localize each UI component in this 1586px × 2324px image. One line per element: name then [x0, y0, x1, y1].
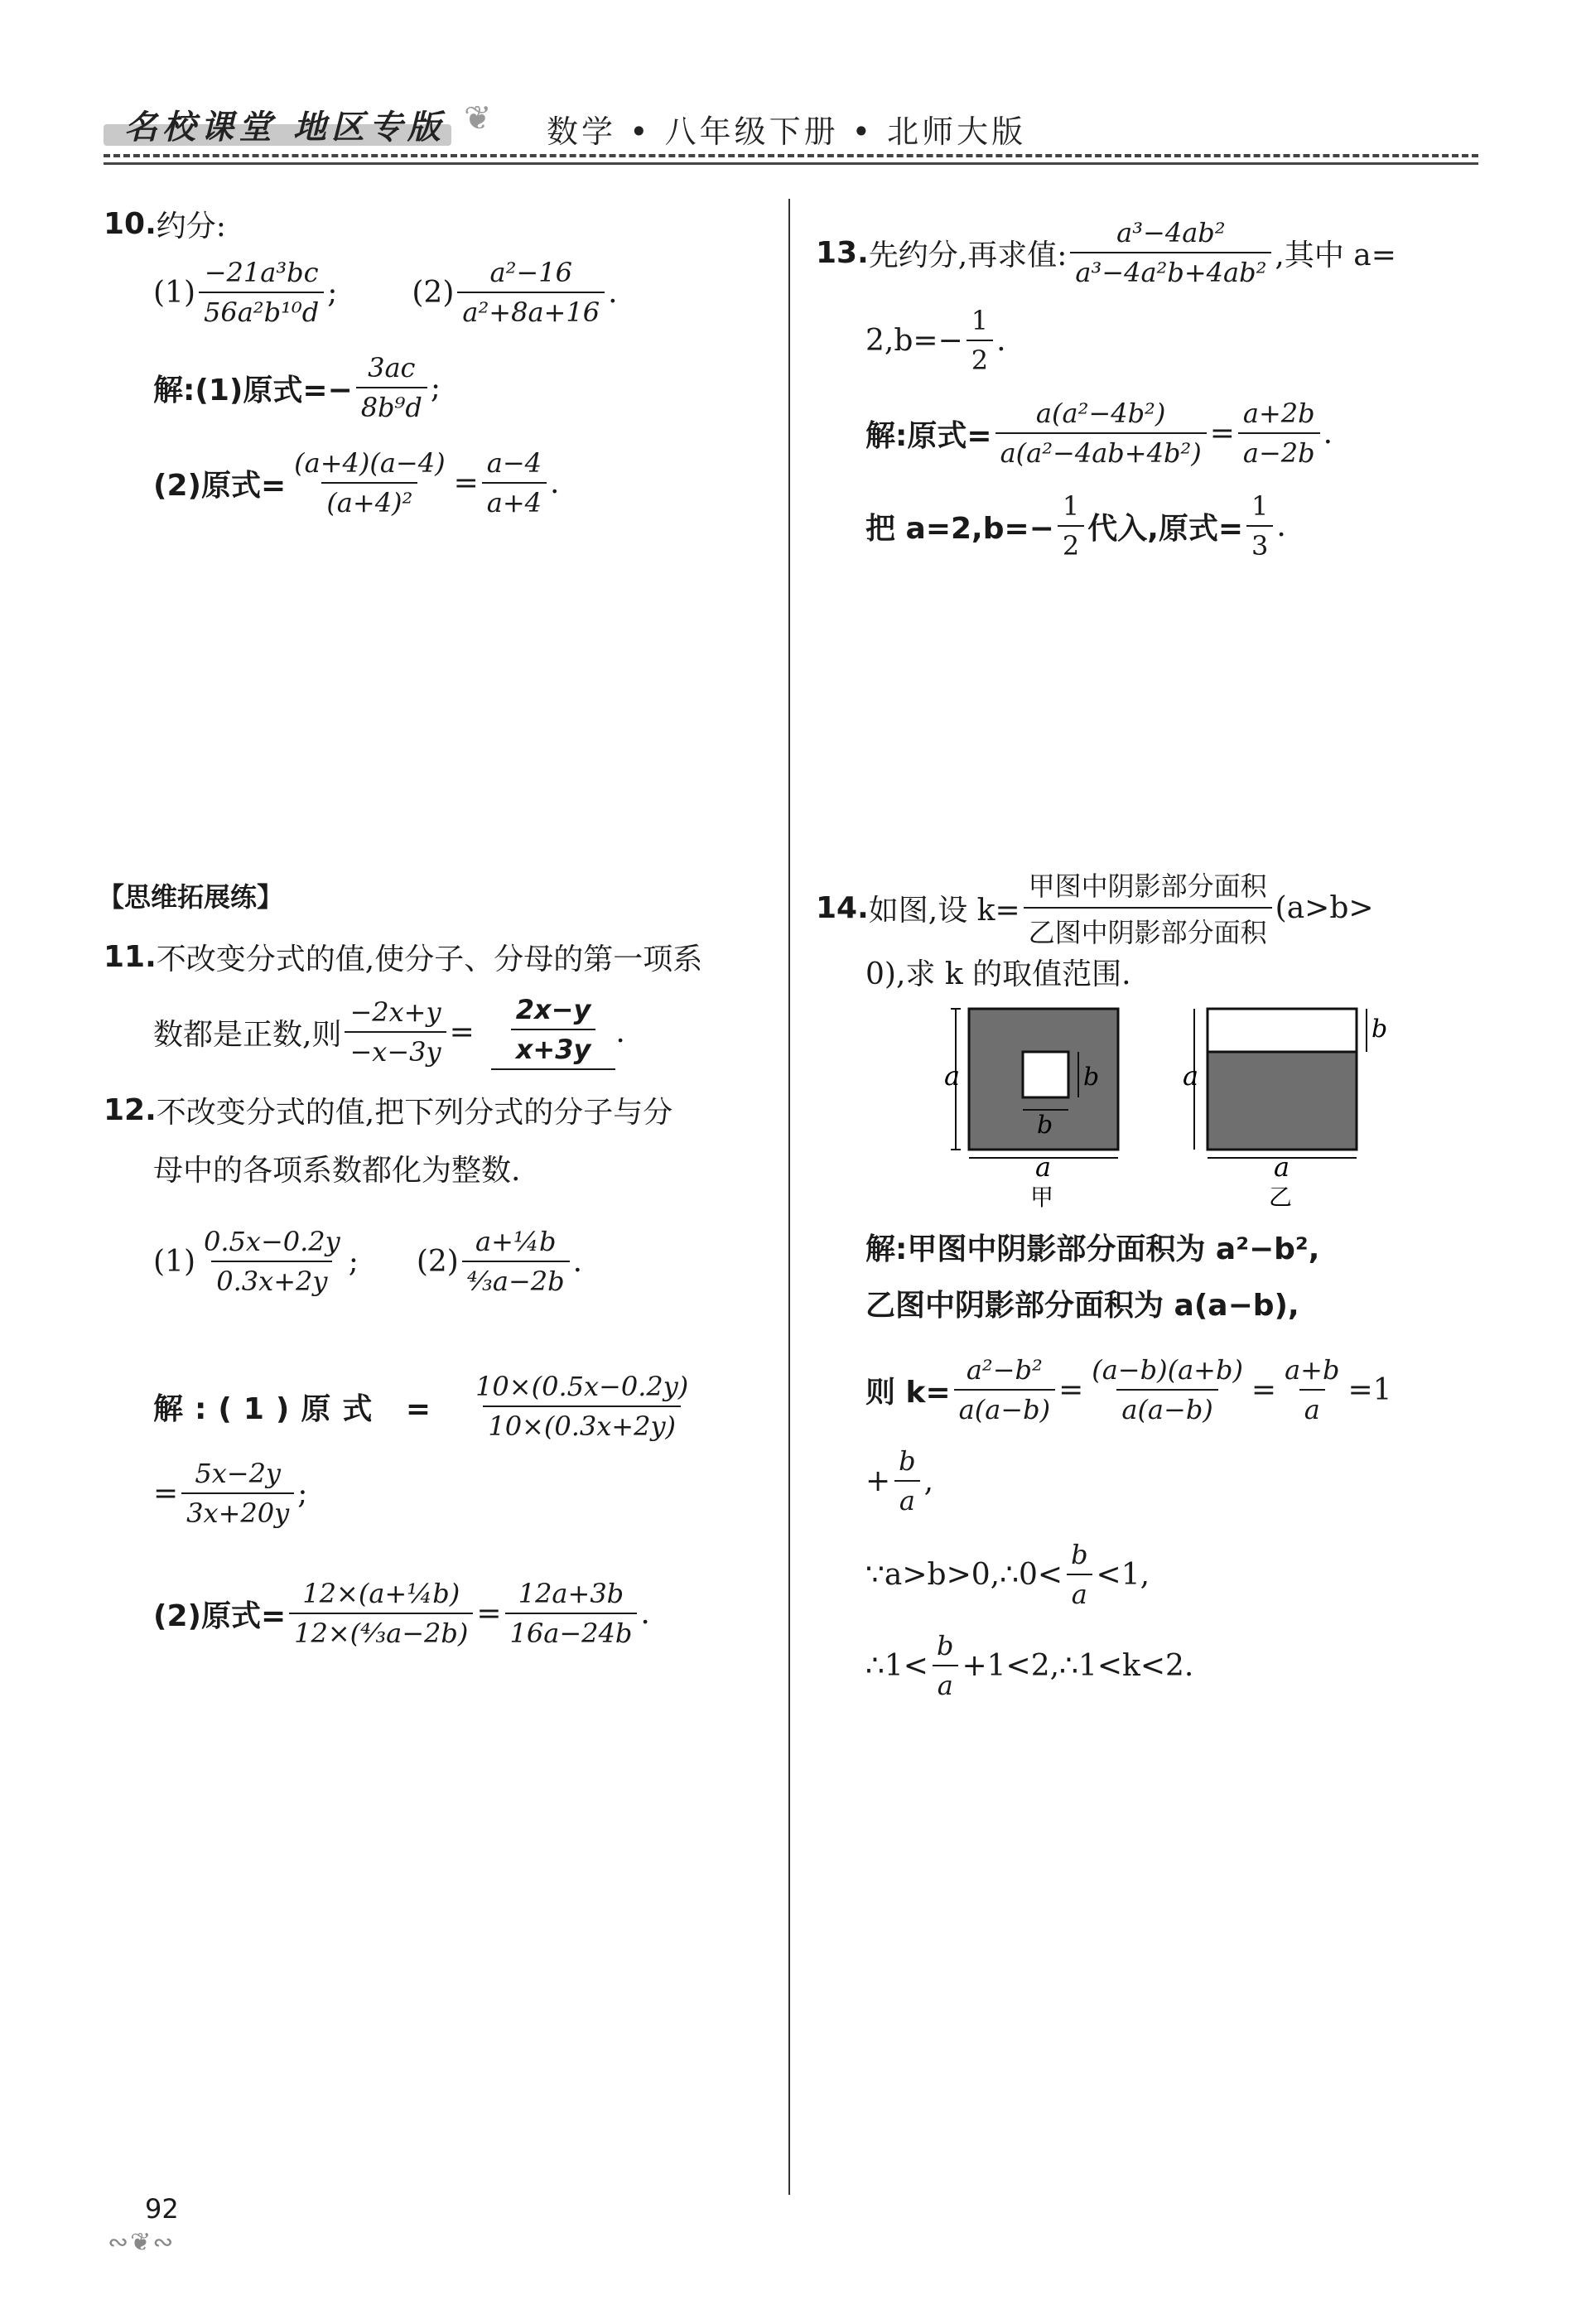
q12-p1-fraction	[199, 1226, 345, 1297]
footer-ornament-icon: ∾❦∾	[108, 2228, 176, 2257]
q10-number: 10.	[104, 207, 157, 241]
figure-jia-a-label: a	[944, 1060, 961, 1092]
q13-text: 先约分,再求值:	[868, 238, 1068, 272]
q14-sol6-fraction	[932, 1630, 958, 1701]
q14-sol5-a: ∵a>b>0,∴0<	[865, 1557, 1063, 1592]
q10-sol1-label: 解:(1)原式=−	[153, 373, 353, 407]
q14-solution-3: 则 k= $\frac{\text{a²−b²}}{a(a-b)}$ = $\frac{(a-b)(a+b)}{a(a-b)}$ = $\frac{a+b}{a}$ =1	[865, 1354, 1392, 1425]
figure-jia-inner-square	[1023, 1052, 1068, 1097]
q13-solb-den: a−2b	[1238, 432, 1320, 469]
q14-sol5-b: <1,	[1096, 1557, 1150, 1592]
q13-substitution: 把 a=2,b=− $\frac{1}{2}$ 代入,原式= $\frac{1}{3}$ .	[865, 490, 1286, 562]
section-title: 【思维拓展练】	[98, 881, 284, 913]
q13-sub-fraction	[1058, 490, 1084, 562]
q10-sol1-num: 3ac	[368, 352, 416, 383]
q14-line2	[865, 951, 1131, 993]
q11-ans-den: x+3y	[511, 1029, 596, 1065]
q10-p2-label: (2)	[412, 275, 455, 310]
q14-sol4-den: a	[894, 1480, 920, 1516]
q10-p1-den: 56a²b¹⁰d	[199, 292, 324, 328]
q14-sol3-f1-num: a²−b²	[966, 1354, 1043, 1386]
q14-sol3-fraction2	[1087, 1354, 1248, 1425]
column-divider	[788, 199, 790, 2195]
q11-text2: 数都是正数,则	[153, 1017, 342, 1052]
q13-solution: 解:原式= $\frac{\text{a(a²−4b²)}}{\text{a(a²−4ab+4b²)}}$ = $\frac{a+2b}{a-2b}$ .	[865, 398, 1333, 469]
q13-sol-fraction-b	[1238, 398, 1320, 469]
q14-sol3-fraction3	[1280, 1354, 1344, 1425]
q10-sol2-label: (2)原式=	[153, 468, 287, 503]
q12-sol2-num: 12×(a+¼b)	[302, 1578, 460, 1609]
q12-p2-fraction	[462, 1226, 570, 1297]
q13-ans-num: 1	[1251, 490, 1269, 522]
q14-k-den: 乙图中阴影部分面积	[1024, 907, 1272, 950]
q12-sol1-fraction	[470, 1371, 693, 1442]
figure-yi-a-label: a	[1183, 1060, 1199, 1092]
q14-sol4-head: +	[865, 1463, 891, 1498]
q14-sol3-f1-den: a(a−b)	[954, 1389, 1055, 1425]
figure-jia-a-label-h: a	[1035, 1151, 1052, 1183]
q14-solution-4: + $\frac{b}{a}$ ,	[865, 1445, 934, 1516]
q14-sol5-den: a	[1067, 1574, 1092, 1610]
q13-sol-num: a(a²−4b²)	[1035, 398, 1166, 429]
q13-line2: 2,b=− $\frac{1}{2}$ .	[865, 305, 1006, 376]
q13-answer-fraction	[1246, 490, 1273, 562]
q10-sol2b-num: a−4	[486, 447, 542, 479]
q12-p1-label: (1)	[153, 1244, 195, 1279]
q14-number: 14.	[816, 890, 869, 925]
q13-line1	[816, 217, 1396, 288]
q10-sol2-fraction-b	[482, 447, 547, 518]
q14-sol3-label: 则 k=	[865, 1375, 951, 1410]
q12-p1-den: 0.3x+2y	[211, 1261, 332, 1297]
q13-sub-num: 1	[1062, 490, 1080, 522]
q10-p2-fraction	[457, 257, 605, 328]
q10-solution-1: 解:(1)原式=− $\frac{3ac}{\text{8b⁹d}}$ ;	[153, 352, 441, 423]
q11-fraction	[345, 996, 446, 1068]
q10-sol1-fraction	[356, 352, 427, 423]
q11-frac-num: −2x+y	[349, 996, 441, 1028]
q12-parts: (1) $\frac{0.5x-0.2y}{0.3x+2y}$ ; (2) $\frac{\text{a+¼b}}{\text{⁴⁄₃a−2b}}$ .	[153, 1226, 583, 1297]
q14-sol3-f2-den: a(a−b)	[1116, 1389, 1217, 1425]
q12-sol1b-num: 5x−2y	[195, 1458, 281, 1489]
header-ornament-icon: ❦	[464, 99, 492, 137]
q10-prompt	[104, 203, 226, 245]
q11-number: 11.	[104, 940, 157, 974]
q10-p1-fraction	[199, 257, 324, 328]
q12-sol1b-den: 3x+20y	[181, 1492, 294, 1529]
q10-sol1-den: 8b⁹d	[356, 387, 427, 423]
q14-sol1: 解:甲图中阴影部分面积为 a²−b²,	[865, 1232, 1320, 1266]
q12-sol1-den: 10×(0.3x+2y)	[483, 1405, 681, 1442]
q11-answer	[511, 994, 596, 1065]
q10-p2-den: a²+8a+16	[457, 292, 605, 328]
q13-cond1: ,其中 a=	[1275, 238, 1396, 272]
q10-sol2-den: (a+4)²	[321, 482, 417, 518]
q13-sub-label: 把 a=2,b=−	[865, 511, 1054, 546]
header-brand: 名校课堂 地区专版	[124, 108, 446, 147]
header-rule-solid	[104, 162, 1478, 165]
q14-sol3-fraction1	[954, 1354, 1055, 1425]
q13-frac-num: a³−4ab²	[1116, 217, 1226, 248]
figure-yi-caption: 乙	[1269, 1184, 1293, 1209]
figure-yi-b-label: b	[1371, 1015, 1388, 1044]
q14-sol5-fraction	[1066, 1539, 1092, 1610]
q13-solb-num: a+2b	[1242, 398, 1315, 429]
q12-sol1b-fraction	[181, 1458, 294, 1529]
q13-sol-label: 解:原式=	[865, 418, 992, 453]
q10-p2-num: a²−16	[489, 257, 572, 288]
q13-cond2: 2,b=−	[865, 323, 963, 358]
q14-sol3-f2-num: (a−b)(a+b)	[1092, 1354, 1243, 1386]
q13-cond-num: 1	[971, 305, 989, 336]
q14-sol3-f3-num: a+b	[1285, 1354, 1340, 1386]
q12-solution-1b: = $\frac{5x-2y}{3x+20y}$ ;	[153, 1458, 308, 1529]
q12-text1: 不改变分式的值,把下列分式的分子与分	[156, 1096, 673, 1130]
q12-sol2b-num: 12a+3b	[518, 1578, 624, 1609]
q11-answer-blank	[491, 994, 616, 1070]
figure-jia-b-label: b	[1083, 1063, 1100, 1092]
q12-p1-num: 0.5x−0.2y	[204, 1226, 340, 1257]
q14-solution-6	[865, 1630, 1193, 1701]
q14-cond2: 0),求 k 的取值范围.	[865, 957, 1131, 991]
header-rule	[104, 154, 1478, 157]
q14-sol6-num: b	[936, 1630, 954, 1661]
q10-sol2-fraction	[289, 447, 450, 518]
q12-sol1-label: 解:(1)原式 =	[153, 1391, 443, 1426]
q11-frac-den: −x−3y	[345, 1031, 446, 1068]
figure-yi-shaded-rect	[1208, 1052, 1357, 1150]
q12-line1	[104, 1089, 672, 1131]
q10-sol2b-den: a+4	[482, 482, 547, 518]
q13-ans-den: 3	[1246, 525, 1273, 562]
q14-sol5-num: b	[1071, 1539, 1088, 1570]
q11-ans-num: 2x−y	[515, 994, 591, 1025]
q12-text2: 母中的各项系数都化为整数.	[153, 1154, 521, 1188]
q12-p2-den: ⁴⁄₃a−2b	[462, 1261, 570, 1297]
q11-line2: 数都是正数,则 $\frac{-2x+y}{-x-3y}$ = $\frac{2x-y}{x+3y}$ .	[153, 994, 625, 1070]
q13-sub-mid: 代入,原式=	[1087, 511, 1244, 546]
q12-solution-2: (2)原式= $\frac{\text{12×(a+¼b)}}{\text{12×(⁴⁄₃a−2b)}}$ = $\frac{12a+3b}{16a-24b}$ .	[153, 1578, 650, 1649]
q14-line1	[816, 865, 1374, 950]
q10-p1-num: −21a³bc	[204, 257, 319, 288]
q11-line1	[104, 936, 702, 978]
q11-text1: 不改变分式的值,使分子、分母的第一项系	[156, 943, 703, 976]
q14-sol6-a: ∴1<	[865, 1648, 928, 1683]
q12-sol2-den: 12×(⁴⁄₃a−2b)	[289, 1613, 473, 1649]
q14-figures	[944, 994, 1391, 1209]
q12-sol2b-den: 16a−24b	[505, 1613, 638, 1649]
q12-number: 12.	[104, 1093, 157, 1127]
q14-text: 如图,设 k=	[868, 893, 1020, 928]
page-number: 92	[145, 2193, 179, 2225]
figure-yi-a-label-h: a	[1274, 1151, 1290, 1183]
q12-p2-label: (2)	[416, 1244, 459, 1279]
q12-solution-1	[153, 1371, 697, 1442]
q14-sol6-b: +1<2,∴1<k<2.	[962, 1648, 1194, 1683]
q10-p1-label: (1)	[153, 275, 195, 310]
figure-jia-caption: 甲	[1030, 1184, 1054, 1209]
q14-sol6-den: a	[933, 1665, 958, 1701]
q14-solution-1	[865, 1226, 1319, 1268]
q14-solution-2	[865, 1282, 1299, 1324]
q14-sol4-fraction	[894, 1445, 920, 1516]
q12-line2	[153, 1147, 520, 1189]
figure-yi	[1194, 1009, 1367, 1158]
q12-p2-num: a+¼b	[475, 1226, 557, 1257]
q14-sol3-f3-den: a	[1299, 1389, 1325, 1425]
q12-sol2b-fraction	[505, 1578, 638, 1649]
q10-solution-2: (2)原式= $\frac{(a+4)(a-4)}{\text{(a+4)²}}$ = $\frac{a-4}{a+4}$ .	[153, 447, 560, 518]
q13-cond-den: 2	[967, 340, 993, 376]
q14-cond: (a>b>	[1275, 890, 1374, 925]
figure-jia-b-label-h: b	[1037, 1111, 1053, 1140]
q14-sol4-num: b	[899, 1445, 916, 1477]
q14-k-fraction	[1024, 865, 1272, 950]
q10-text: 约分:	[156, 210, 226, 243]
q14-sol2: 乙图中阴影部分面积为 a(a−b),	[865, 1289, 1299, 1323]
q13-frac-den: a³−4a²b+4ab²	[1070, 252, 1271, 288]
q13-sub-den: 2	[1058, 525, 1084, 562]
q13-sol-fraction	[995, 398, 1207, 469]
q14-k-num: 甲图中阴影部分面积	[1028, 870, 1267, 902]
q12-sol2-label: (2)原式=	[153, 1598, 287, 1633]
q10-parts: (1) $\frac{\text{−21a³bc}}{\text{56a²b¹⁰d}}$ ; (2) $\frac{\text{a²−16}}{\text{a²+8a+16}}$ .	[153, 257, 618, 328]
q10-sol2-num: (a+4)(a−4)	[294, 447, 446, 479]
q12-sol2-fraction	[289, 1578, 473, 1649]
q14-sol3-tail: =1	[1347, 1372, 1392, 1407]
header-subtitle: 数学 • 八年级下册 • 北师大版	[547, 113, 1027, 150]
q14-solution-5	[865, 1539, 1150, 1610]
q13-fraction	[1070, 217, 1271, 288]
q13-number: 13.	[816, 235, 869, 270]
q13-sol-den: a(a²−4ab+4b²)	[995, 432, 1207, 469]
q12-sol1-num: 10×(0.5x−0.2y)	[475, 1371, 689, 1402]
q13-cond-fraction	[967, 305, 993, 376]
